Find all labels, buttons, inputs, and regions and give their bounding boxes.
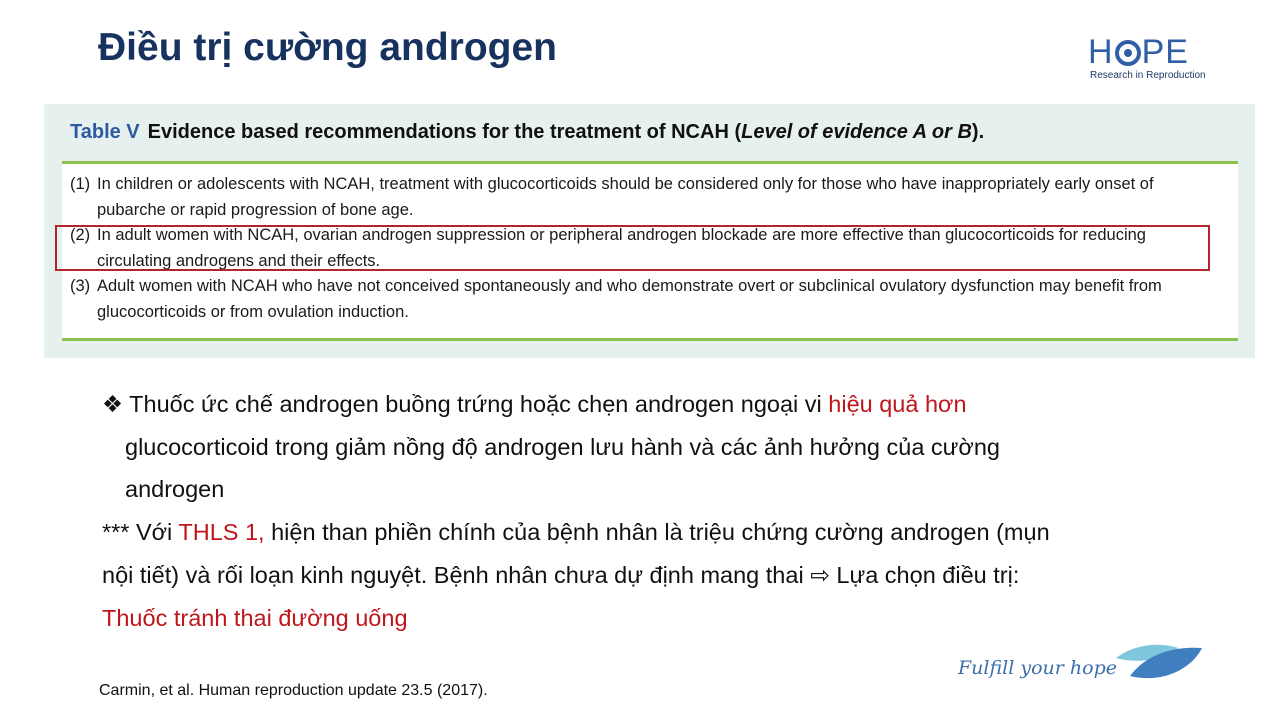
logo-tagline: Research in Reproduction — [1090, 70, 1206, 81]
highlight-box-recommendation-2 — [55, 225, 1210, 271]
recommendation-number: (1) — [70, 175, 91, 193]
citation: Carmin, et al. Human reproduction update 23.5 (2017). — [99, 682, 488, 699]
logo-letters-pe: PE — [1141, 33, 1189, 71]
table-caption-main: Evidence based recommendations for the treatment of NCAH ( — [147, 121, 742, 143]
note-highlight-case: THLS 1, — [178, 519, 265, 545]
recommendation-text: In adult women with NCAH, ovarian androgen suppression or peripheral androgen blockade are more effective than glucocorticoids for reducing — [97, 226, 1146, 244]
bullet-line-3: androgen — [125, 476, 225, 502]
recommendation-text-cont: pubarche or rapid progression of bone age. — [97, 200, 414, 219]
table-caption-end: ). — [971, 121, 985, 143]
recommendation-number: (3) — [70, 277, 91, 295]
note-highlight-treatment: Thuốc tránh thai đường uống — [102, 605, 408, 631]
logo-letter-h: H — [1088, 33, 1114, 71]
table-caption — [70, 121, 984, 144]
note-prefix: *** Với — [102, 519, 179, 545]
recommendation-text-cont: circulating androgens and their effects. — [97, 251, 381, 270]
recommendation-text: Adult women with NCAH who have not conceived spontaneously and who demonstrate overt or subclinical ovulatory dysfunction may benefit from — [97, 277, 1162, 295]
footer-tagline: Fulfill your hope — [958, 657, 1117, 679]
table-caption-italic: Level of evidence A or B — [741, 121, 972, 143]
table-top-rule — [62, 161, 1238, 164]
logo-wordmark — [1088, 34, 1208, 70]
table-label: Table V — [70, 121, 140, 143]
bullet-paragraph — [102, 383, 1222, 511]
clinical-note — [102, 511, 1222, 640]
note-text: hiện than phiền chính của bệnh nhân là triệu chứng cường androgen (mụn — [264, 519, 1050, 545]
slide-title: Điều trị cường androgen — [98, 26, 557, 69]
recommendation-3 — [70, 274, 1220, 325]
leaf-logo-icon — [1112, 636, 1204, 684]
recommendation-text: In children or adolescents with NCAH, treatment with glucocorticoids should be considered only for those who have inappropriately early onset of — [97, 175, 1154, 193]
table-bottom-rule — [62, 338, 1238, 341]
note-line-2: nội tiết) và rối loạn kinh nguyệt. Bệnh nhân chưa dự định mang thai ⇨ Lựa chọn điều trị: — [102, 562, 1020, 588]
recommendation-text-cont: glucocorticoids or from ovulation induction. — [97, 302, 409, 321]
bullet-highlight: hiệu quả hơn — [828, 391, 967, 417]
recommendation-number: (2) — [70, 226, 91, 244]
diamond-bullet-icon: ❖ — [102, 391, 124, 417]
bullet-text: Thuốc ức chế androgen buồng trứng hoặc chẹn androgen ngoại vi — [123, 391, 829, 417]
hope-logo — [1088, 34, 1208, 84]
eye-icon — [1115, 40, 1141, 66]
recommendation-1 — [70, 172, 1220, 223]
bullet-line-2: glucocorticoid trong giảm nồng độ androgen lưu hành và các ảnh hưởng của cường — [125, 433, 1000, 460]
